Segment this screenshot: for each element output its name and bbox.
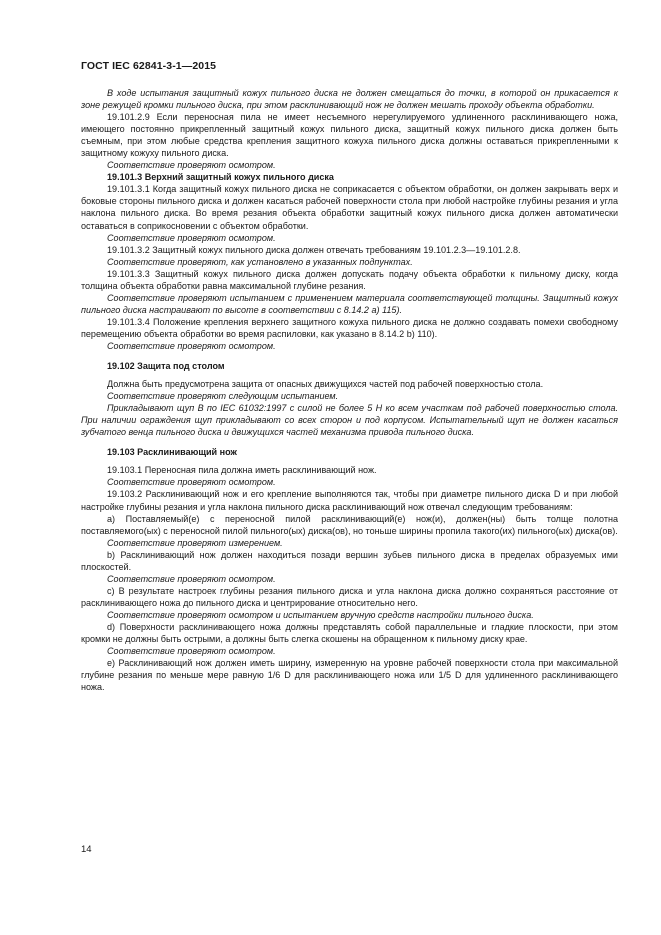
compliance-note: Соответствие проверяют осмотром. xyxy=(107,160,276,171)
page-number: 14 xyxy=(81,844,92,855)
compliance-note: Соответствие проверяют осмотром и испытанием вручную средств настройки пильного диска. xyxy=(107,609,534,620)
compliance-note: Соответствие проверяют осмотром. xyxy=(107,646,276,657)
compliance-note: Соответствие проверяют осмотром. xyxy=(107,340,276,351)
list-item-a: a) Поставляемый(е) с переносной пилой расклинивающий(е) нож(и), должен(ны) быть толще полотна поставляемого(ых) с переносной пилой пильного(ых) диска(ов), но тоньше ширины пропила такого(их) пильного(ых) диска(ов). xyxy=(81,513,618,536)
paragraph: Должна быть предусмотрена защита от опасных движущихся частей под рабочей поверхностью стола. xyxy=(107,379,544,390)
clause-19-103-2: 19.103.2 Расклинивающий нож и его крепление выполняются так, чтобы при диаметре пильного диска D и при любой настройке глубины резания и угла наклона пильного диска расклинивающий нож отвечал следующим требованиям: xyxy=(81,489,618,512)
clause-19-101-3-4: 19.101.3.4 Положение крепления верхнего защитного кожуха пильного диска не должно создавать помехи свободному перемещению объекта обработки во время распиловки, как указано в 8.14.2 b) 110). xyxy=(81,316,618,339)
list-item-e: e) Расклинивающий нож должен иметь ширину, измеренную на уровне рабочей поверхности стола при максимальной глубине резания по меньше мере равную 1/6 D для расклинивающего ножа или 1/5 D для удлиненного расклинивающего ножа. xyxy=(81,658,618,693)
list-item-d: d) Поверхности расклинивающего ножа должны представлять собой параллельные и гладкие плоскости, при этом кромки не должны быть острыми, а должны быть слегка скошены на обращенном к пильному диску крае. xyxy=(81,621,618,645)
compliance-note: Соответствие проверяют испытанием с применением материала соответствующей толщины. Защитный кожух пильного диска настраивают по высоте в соответствии с 8.14.2 а) 115). xyxy=(81,292,618,315)
clause-19-101-3-3: 19.101.3.3 Защитный кожух пильного диска должен допускать подачу объекта обработки к пильному диску, когда толщина объекта обработки равна максимальной глубине резания. xyxy=(81,268,618,291)
clause-19-101-2-9: 19.101.2.9 Если переносная пила не имеет несъемного нерегулируемого удлиненного расклинивающего ножа, имеющего постоянно прикрепленный защитный кожух пильного диска, защитный кожух пильного диска должен быть съемным, при этом любые средства крепления защитного кожуха пильного диска должны оставаться прикрепленными к защитному кожуху пильного диска. xyxy=(81,112,618,159)
test-procedure: Прикладывают щуп В по IEC 61032:1997 с силой не более 5 Н ко всем участкам под рабочей поверхностью стола. При наличии ограждения щуп прикладывают со всех сторон и под корпусом. Испытательный щуп не должен касаться зубчатого венца пильного диска и движущихся частей механизма привода пильного диска. xyxy=(81,403,618,438)
compliance-note: Соответствие проверяют следующим испытанием. xyxy=(107,391,339,402)
clause-heading-19-101-3: 19.101.3 Верхний защитный кожух пильного диска xyxy=(107,172,334,183)
compliance-note: Соответствие проверяют осмотром. xyxy=(107,477,276,488)
document-header: ГОСТ IEC 62841-3-1—2015 xyxy=(81,60,217,72)
clause-19-103-1: 19.103.1 Переносная пила должна иметь расклинивающий нож. xyxy=(107,465,377,476)
section-heading-19-103: 19.103 Расклинивающий нож xyxy=(107,447,237,458)
list-item-c: c) В результате настроек глубины резания пильного диска и угла наклона диска должно сохраняться расстояние от расклинивающего ножа до пильного диска и центрирование относительно него. xyxy=(81,585,618,608)
compliance-note: Соответствие проверяют осмотром. xyxy=(107,232,276,243)
clause-19-101-3-1: 19.101.3.1 Когда защитный кожух пильного диска не соприкасается с объектом обработки, он должен закрывать верх и боковые стороны пильного диска и должен касаться рабочей поверхности стола при любой настройке глубины резания и угла наклона пильного диска. Во время резания объекта обработки защитный кожух пильного диска должен автоматически оставаться в соприкосновении с объектом обработки. xyxy=(81,184,618,231)
clause-19-101-3-2: 19.101.3.2 Защитный кожух пильного диска должен отвечать требованиям 19.101.2.3—19.101.2.8. xyxy=(107,244,521,255)
paragraph: В ходе испытания защитный кожух пильного диска не должен смещаться до точки, в которой он прикасается к зоне режущей кромки пильного диска, при этом расклинивающий нож не должен мешать проходу объекта обработки. xyxy=(81,88,618,111)
compliance-note: Соответствие проверяют осмотром. xyxy=(107,573,276,584)
section-heading-19-102: 19.102 Защита под столом xyxy=(107,361,225,372)
compliance-note: Соответствие проверяют, как установлено в указанных подпунктах. xyxy=(107,256,413,267)
compliance-note: Соответствие проверяют измерением. xyxy=(107,537,283,548)
list-item-b: b) Расклинивающий нож должен находиться позади вершин зубьев пильного диска в пределах образуемых ими плоскостей. xyxy=(81,549,618,572)
document-body xyxy=(81,87,618,693)
